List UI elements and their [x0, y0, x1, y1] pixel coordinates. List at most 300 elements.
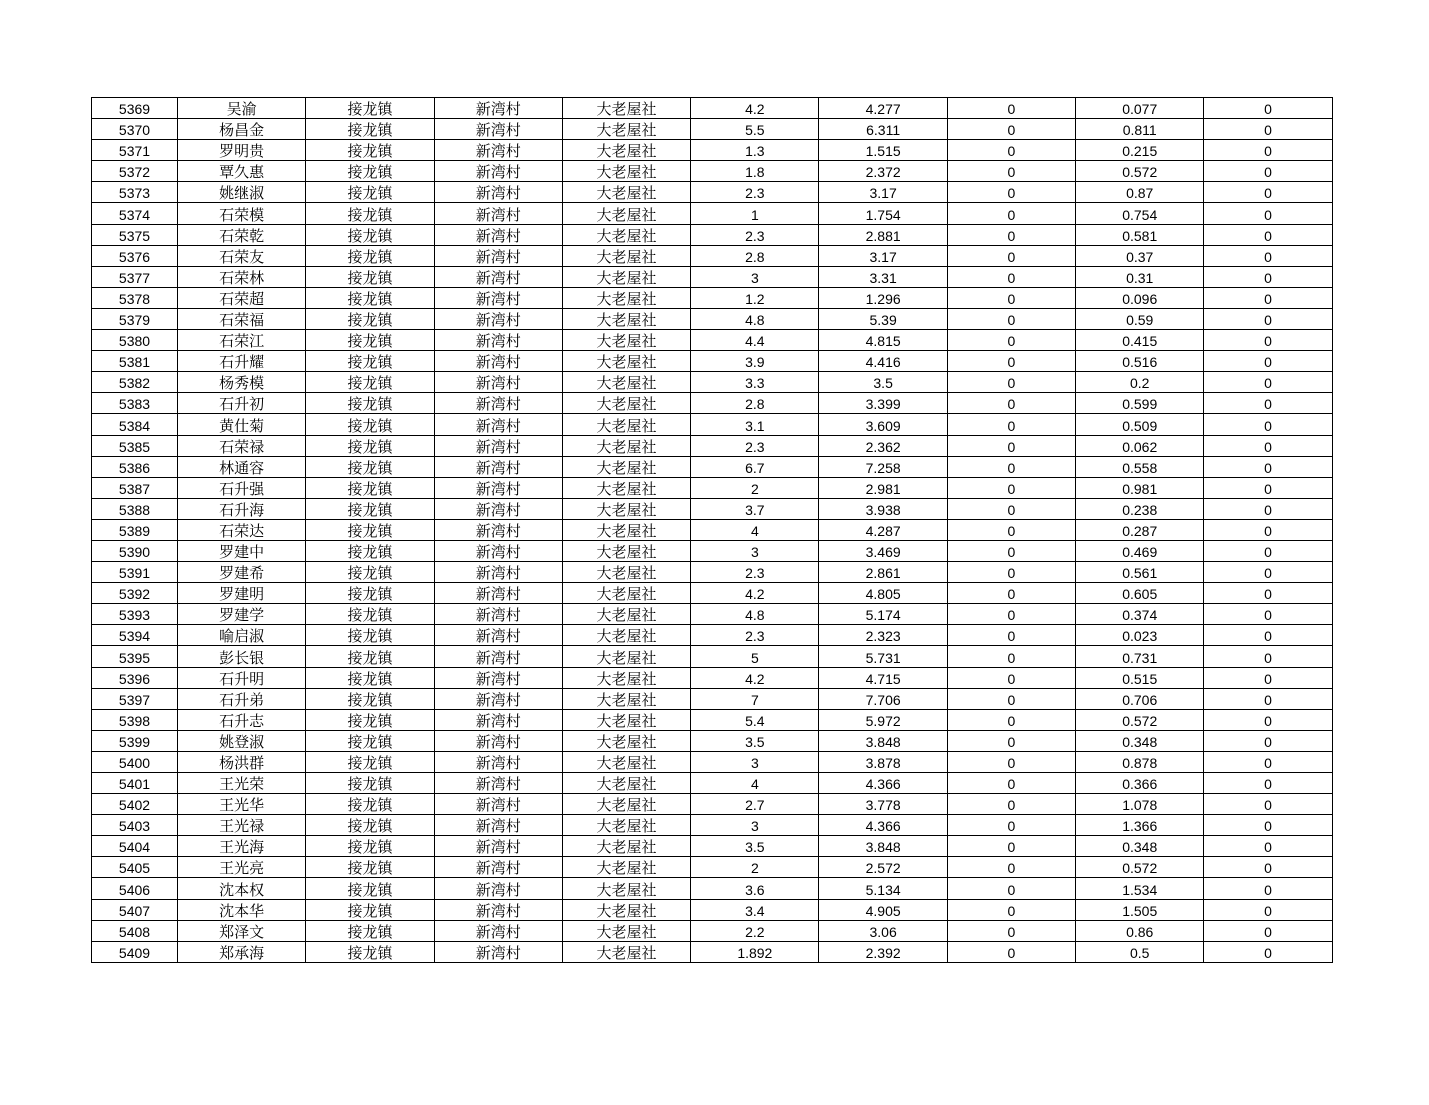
cell-group: 大老屋社	[562, 119, 690, 140]
cell-value-c: 0	[947, 182, 1075, 203]
cell-town: 接龙镇	[306, 182, 434, 203]
cell-town: 接龙镇	[306, 203, 434, 224]
cell-value-d: 0.509	[1076, 414, 1204, 435]
cell-name: 石升耀	[178, 351, 306, 372]
cell-value-e: 0	[1204, 351, 1332, 372]
cell-value-a: 3	[691, 266, 819, 287]
cell-row-id: 5401	[92, 773, 178, 794]
cell-value-c: 0	[947, 330, 1075, 351]
cell-value-e: 0	[1204, 562, 1332, 583]
cell-group: 大老屋社	[562, 709, 690, 730]
cell-row-id: 5373	[92, 182, 178, 203]
cell-town: 接龙镇	[306, 330, 434, 351]
cell-value-e: 0	[1204, 709, 1332, 730]
cell-value-e: 0	[1204, 941, 1332, 962]
table-row	[92, 709, 1333, 730]
cell-value-c: 0	[947, 140, 1075, 161]
table-row	[92, 899, 1333, 920]
cell-value-e: 0	[1204, 773, 1332, 794]
cell-village: 新湾村	[434, 414, 562, 435]
cell-group: 大老屋社	[562, 414, 690, 435]
cell-value-c: 0	[947, 857, 1075, 878]
cell-village: 新湾村	[434, 308, 562, 329]
cell-value-b: 3.17	[819, 182, 947, 203]
cell-row-id: 5382	[92, 372, 178, 393]
cell-row-id: 5389	[92, 519, 178, 540]
cell-group: 大老屋社	[562, 372, 690, 393]
cell-village: 新湾村	[434, 941, 562, 962]
cell-value-b: 1.296	[819, 287, 947, 308]
cell-group: 大老屋社	[562, 751, 690, 772]
cell-row-id: 5400	[92, 751, 178, 772]
table-row	[92, 540, 1333, 561]
table-row	[92, 182, 1333, 203]
cell-town: 接龙镇	[306, 583, 434, 604]
cell-town: 接龙镇	[306, 751, 434, 772]
cell-value-d: 0.605	[1076, 583, 1204, 604]
cell-town: 接龙镇	[306, 140, 434, 161]
cell-value-e: 0	[1204, 477, 1332, 498]
cell-town: 接龙镇	[306, 224, 434, 245]
table-row	[92, 477, 1333, 498]
cell-value-a: 3	[691, 815, 819, 836]
cell-row-id: 5374	[92, 203, 178, 224]
cell-town: 接龙镇	[306, 667, 434, 688]
cell-name: 罗明贵	[178, 140, 306, 161]
cell-name: 王光华	[178, 794, 306, 815]
cell-value-a: 2.3	[691, 435, 819, 456]
cell-town: 接龙镇	[306, 161, 434, 182]
cell-value-c: 0	[947, 836, 1075, 857]
cell-value-c: 0	[947, 519, 1075, 540]
cell-name: 罗建明	[178, 583, 306, 604]
cell-name: 石荣林	[178, 266, 306, 287]
cell-value-b: 2.881	[819, 224, 947, 245]
cell-town: 接龙镇	[306, 456, 434, 477]
table-row	[92, 646, 1333, 667]
cell-village: 新湾村	[434, 794, 562, 815]
cell-value-c: 0	[947, 161, 1075, 182]
cell-value-e: 0	[1204, 456, 1332, 477]
cell-value-b: 2.392	[819, 941, 947, 962]
cell-value-a: 4.2	[691, 583, 819, 604]
cell-village: 新湾村	[434, 709, 562, 730]
cell-value-c: 0	[947, 287, 1075, 308]
cell-group: 大老屋社	[562, 161, 690, 182]
cell-town: 接龙镇	[306, 372, 434, 393]
table-row	[92, 456, 1333, 477]
cell-value-b: 5.174	[819, 604, 947, 625]
cell-row-id: 5388	[92, 498, 178, 519]
cell-value-a: 5	[691, 646, 819, 667]
table-row	[92, 287, 1333, 308]
cell-value-a: 3	[691, 540, 819, 561]
cell-value-d: 0.87	[1076, 182, 1204, 203]
cell-name: 石荣达	[178, 519, 306, 540]
cell-name: 王光荣	[178, 773, 306, 794]
cell-value-e: 0	[1204, 140, 1332, 161]
cell-row-id: 5376	[92, 245, 178, 266]
cell-value-c: 0	[947, 920, 1075, 941]
cell-group: 大老屋社	[562, 477, 690, 498]
table-row	[92, 562, 1333, 583]
cell-value-a: 5.4	[691, 709, 819, 730]
table-row	[92, 245, 1333, 266]
cell-value-b: 2.981	[819, 477, 947, 498]
cell-town: 接龙镇	[306, 688, 434, 709]
cell-village: 新湾村	[434, 224, 562, 245]
table-row	[92, 519, 1333, 540]
cell-value-b: 3.5	[819, 372, 947, 393]
cell-name: 罗建中	[178, 540, 306, 561]
cell-value-e: 0	[1204, 646, 1332, 667]
cell-group: 大老屋社	[562, 583, 690, 604]
cell-value-c: 0	[947, 583, 1075, 604]
cell-value-b: 2.362	[819, 435, 947, 456]
cell-value-b: 4.366	[819, 815, 947, 836]
cell-value-b: 5.731	[819, 646, 947, 667]
cell-town: 接龙镇	[306, 730, 434, 751]
cell-name: 姚登淑	[178, 730, 306, 751]
cell-name: 石荣禄	[178, 435, 306, 456]
cell-name: 林通容	[178, 456, 306, 477]
cell-village: 新湾村	[434, 604, 562, 625]
cell-value-d: 0.096	[1076, 287, 1204, 308]
cell-value-d: 0.348	[1076, 836, 1204, 857]
cell-value-a: 2.3	[691, 182, 819, 203]
cell-village: 新湾村	[434, 182, 562, 203]
cell-group: 大老屋社	[562, 266, 690, 287]
cell-value-a: 1.2	[691, 287, 819, 308]
table-row	[92, 857, 1333, 878]
cell-name: 杨昌金	[178, 119, 306, 140]
cell-value-a: 4.2	[691, 98, 819, 119]
cell-value-e: 0	[1204, 308, 1332, 329]
cell-value-d: 0.077	[1076, 98, 1204, 119]
cell-name: 彭长银	[178, 646, 306, 667]
cell-value-a: 3.6	[691, 878, 819, 899]
cell-name: 石荣乾	[178, 224, 306, 245]
cell-village: 新湾村	[434, 266, 562, 287]
cell-value-e: 0	[1204, 330, 1332, 351]
cell-name: 黄仕菊	[178, 414, 306, 435]
cell-row-id: 5407	[92, 899, 178, 920]
cell-value-a: 4.8	[691, 604, 819, 625]
cell-town: 接龙镇	[306, 836, 434, 857]
cell-value-d: 0.558	[1076, 456, 1204, 477]
cell-row-id: 5398	[92, 709, 178, 730]
cell-village: 新湾村	[434, 393, 562, 414]
cell-name: 石荣江	[178, 330, 306, 351]
table-row	[92, 794, 1333, 815]
cell-name: 石升海	[178, 498, 306, 519]
cell-value-b: 3.878	[819, 751, 947, 772]
cell-value-c: 0	[947, 667, 1075, 688]
table-row	[92, 119, 1333, 140]
cell-village: 新湾村	[434, 815, 562, 836]
cell-row-id: 5371	[92, 140, 178, 161]
cell-town: 接龙镇	[306, 604, 434, 625]
cell-row-id: 5385	[92, 435, 178, 456]
cell-value-c: 0	[947, 245, 1075, 266]
cell-town: 接龙镇	[306, 709, 434, 730]
cell-group: 大老屋社	[562, 224, 690, 245]
cell-value-d: 0.86	[1076, 920, 1204, 941]
cell-value-e: 0	[1204, 836, 1332, 857]
cell-value-d: 0.023	[1076, 625, 1204, 646]
cell-town: 接龙镇	[306, 646, 434, 667]
cell-value-d: 0.706	[1076, 688, 1204, 709]
cell-row-id: 5404	[92, 836, 178, 857]
cell-value-d: 0.572	[1076, 161, 1204, 182]
cell-town: 接龙镇	[306, 414, 434, 435]
cell-value-a: 1.3	[691, 140, 819, 161]
cell-value-e: 0	[1204, 878, 1332, 899]
cell-value-a: 4	[691, 773, 819, 794]
cell-row-id: 5399	[92, 730, 178, 751]
table-row	[92, 667, 1333, 688]
cell-village: 新湾村	[434, 161, 562, 182]
cell-village: 新湾村	[434, 836, 562, 857]
table-row	[92, 815, 1333, 836]
cell-value-a: 3.1	[691, 414, 819, 435]
cell-value-b: 5.134	[819, 878, 947, 899]
cell-value-c: 0	[947, 119, 1075, 140]
cell-value-d: 0.754	[1076, 203, 1204, 224]
cell-value-a: 3.5	[691, 730, 819, 751]
cell-row-id: 5403	[92, 815, 178, 836]
cell-value-d: 0.572	[1076, 857, 1204, 878]
cell-row-id: 5369	[92, 98, 178, 119]
cell-town: 接龙镇	[306, 435, 434, 456]
cell-value-e: 0	[1204, 161, 1332, 182]
cell-group: 大老屋社	[562, 562, 690, 583]
cell-name: 罗建希	[178, 562, 306, 583]
table-row	[92, 372, 1333, 393]
cell-value-c: 0	[947, 773, 1075, 794]
cell-name: 覃久惠	[178, 161, 306, 182]
cell-value-b: 3.17	[819, 245, 947, 266]
cell-value-d: 0.516	[1076, 351, 1204, 372]
cell-value-c: 0	[947, 456, 1075, 477]
cell-row-id: 5394	[92, 625, 178, 646]
cell-value-b: 4.905	[819, 899, 947, 920]
table-row	[92, 751, 1333, 772]
cell-value-c: 0	[947, 266, 1075, 287]
cell-value-d: 0.59	[1076, 308, 1204, 329]
table-row	[92, 498, 1333, 519]
cell-value-c: 0	[947, 941, 1075, 962]
cell-value-d: 0.731	[1076, 646, 1204, 667]
cell-town: 接龙镇	[306, 245, 434, 266]
cell-group: 大老屋社	[562, 941, 690, 962]
cell-group: 大老屋社	[562, 625, 690, 646]
cell-value-c: 0	[947, 646, 1075, 667]
cell-name: 石荣超	[178, 287, 306, 308]
cell-value-e: 0	[1204, 604, 1332, 625]
cell-town: 接龙镇	[306, 773, 434, 794]
cell-value-e: 0	[1204, 920, 1332, 941]
cell-value-e: 0	[1204, 625, 1332, 646]
cell-group: 大老屋社	[562, 519, 690, 540]
cell-village: 新湾村	[434, 583, 562, 604]
cell-village: 新湾村	[434, 688, 562, 709]
cell-value-a: 3.5	[691, 836, 819, 857]
cell-town: 接龙镇	[306, 519, 434, 540]
cell-value-c: 0	[947, 794, 1075, 815]
cell-town: 接龙镇	[306, 351, 434, 372]
cell-value-a: 3.3	[691, 372, 819, 393]
cell-value-e: 0	[1204, 287, 1332, 308]
cell-value-c: 0	[947, 393, 1075, 414]
cell-village: 新湾村	[434, 477, 562, 498]
cell-value-b: 7.706	[819, 688, 947, 709]
cell-town: 接龙镇	[306, 562, 434, 583]
cell-value-d: 0.2	[1076, 372, 1204, 393]
cell-town: 接龙镇	[306, 899, 434, 920]
cell-value-c: 0	[947, 98, 1075, 119]
cell-group: 大老屋社	[562, 920, 690, 941]
cell-village: 新湾村	[434, 140, 562, 161]
cell-town: 接龙镇	[306, 287, 434, 308]
cell-value-d: 0.981	[1076, 477, 1204, 498]
cell-group: 大老屋社	[562, 773, 690, 794]
cell-village: 新湾村	[434, 773, 562, 794]
cell-town: 接龙镇	[306, 794, 434, 815]
cell-value-a: 4	[691, 519, 819, 540]
cell-town: 接龙镇	[306, 308, 434, 329]
cell-value-d: 0.37	[1076, 245, 1204, 266]
cell-value-b: 3.938	[819, 498, 947, 519]
cell-row-id: 5380	[92, 330, 178, 351]
cell-value-b: 7.258	[819, 456, 947, 477]
cell-row-id: 5405	[92, 857, 178, 878]
cell-value-c: 0	[947, 751, 1075, 772]
cell-group: 大老屋社	[562, 498, 690, 519]
table-row	[92, 161, 1333, 182]
cell-village: 新湾村	[434, 730, 562, 751]
cell-value-a: 1	[691, 203, 819, 224]
cell-value-d: 1.078	[1076, 794, 1204, 815]
cell-row-id: 5408	[92, 920, 178, 941]
cell-value-e: 0	[1204, 266, 1332, 287]
cell-name: 石升初	[178, 393, 306, 414]
cell-value-b: 4.805	[819, 583, 947, 604]
cell-value-d: 0.062	[1076, 435, 1204, 456]
cell-value-d: 0.348	[1076, 730, 1204, 751]
cell-group: 大老屋社	[562, 308, 690, 329]
cell-village: 新湾村	[434, 330, 562, 351]
cell-row-id: 5393	[92, 604, 178, 625]
cell-town: 接龙镇	[306, 98, 434, 119]
cell-value-a: 3	[691, 751, 819, 772]
cell-name: 石荣模	[178, 203, 306, 224]
cell-value-c: 0	[947, 372, 1075, 393]
cell-value-c: 0	[947, 498, 1075, 519]
table-row	[92, 583, 1333, 604]
cell-group: 大老屋社	[562, 688, 690, 709]
cell-value-e: 0	[1204, 519, 1332, 540]
cell-value-b: 6.311	[819, 119, 947, 140]
cell-value-c: 0	[947, 899, 1075, 920]
cell-village: 新湾村	[434, 351, 562, 372]
cell-village: 新湾村	[434, 245, 562, 266]
cell-value-d: 1.366	[1076, 815, 1204, 836]
cell-town: 接龙镇	[306, 266, 434, 287]
cell-group: 大老屋社	[562, 667, 690, 688]
cell-value-c: 0	[947, 709, 1075, 730]
cell-value-a: 2.3	[691, 625, 819, 646]
cell-value-e: 0	[1204, 414, 1332, 435]
cell-town: 接龙镇	[306, 920, 434, 941]
cell-value-d: 0.31	[1076, 266, 1204, 287]
cell-value-c: 0	[947, 414, 1075, 435]
cell-value-b: 5.39	[819, 308, 947, 329]
cell-value-d: 0.811	[1076, 119, 1204, 140]
cell-row-id: 5395	[92, 646, 178, 667]
table-row	[92, 140, 1333, 161]
cell-value-a: 4.8	[691, 308, 819, 329]
table-row	[92, 266, 1333, 287]
cell-value-a: 1.8	[691, 161, 819, 182]
cell-value-e: 0	[1204, 667, 1332, 688]
cell-value-e: 0	[1204, 688, 1332, 709]
cell-value-c: 0	[947, 540, 1075, 561]
cell-group: 大老屋社	[562, 435, 690, 456]
table-row	[92, 330, 1333, 351]
cell-row-id: 5391	[92, 562, 178, 583]
cell-name: 吴渝	[178, 98, 306, 119]
cell-value-b: 4.715	[819, 667, 947, 688]
cell-group: 大老屋社	[562, 182, 690, 203]
cell-name: 沈本华	[178, 899, 306, 920]
cell-value-b: 4.815	[819, 330, 947, 351]
cell-value-b: 4.287	[819, 519, 947, 540]
cell-value-c: 0	[947, 224, 1075, 245]
cell-town: 接龙镇	[306, 941, 434, 962]
cell-value-b: 3.848	[819, 836, 947, 857]
cell-village: 新湾村	[434, 899, 562, 920]
cell-group: 大老屋社	[562, 794, 690, 815]
table-row	[92, 688, 1333, 709]
cell-group: 大老屋社	[562, 878, 690, 899]
cell-value-c: 0	[947, 878, 1075, 899]
cell-value-a: 2.3	[691, 224, 819, 245]
cell-town: 接龙镇	[306, 477, 434, 498]
cell-value-d: 0.374	[1076, 604, 1204, 625]
cell-row-id: 5375	[92, 224, 178, 245]
cell-town: 接龙镇	[306, 393, 434, 414]
cell-town: 接龙镇	[306, 119, 434, 140]
cell-village: 新湾村	[434, 667, 562, 688]
cell-name: 郑泽文	[178, 920, 306, 941]
cell-name: 王光海	[178, 836, 306, 857]
cell-value-a: 2.7	[691, 794, 819, 815]
cell-village: 新湾村	[434, 372, 562, 393]
cell-name: 王光亮	[178, 857, 306, 878]
cell-value-c: 0	[947, 815, 1075, 836]
cell-row-id: 5379	[92, 308, 178, 329]
cell-value-b: 4.416	[819, 351, 947, 372]
cell-value-b: 1.515	[819, 140, 947, 161]
cell-value-c: 0	[947, 435, 1075, 456]
cell-village: 新湾村	[434, 435, 562, 456]
cell-group: 大老屋社	[562, 140, 690, 161]
cell-name: 沈本权	[178, 878, 306, 899]
cell-value-e: 0	[1204, 435, 1332, 456]
cell-value-b: 5.972	[819, 709, 947, 730]
table-body	[92, 98, 1333, 963]
